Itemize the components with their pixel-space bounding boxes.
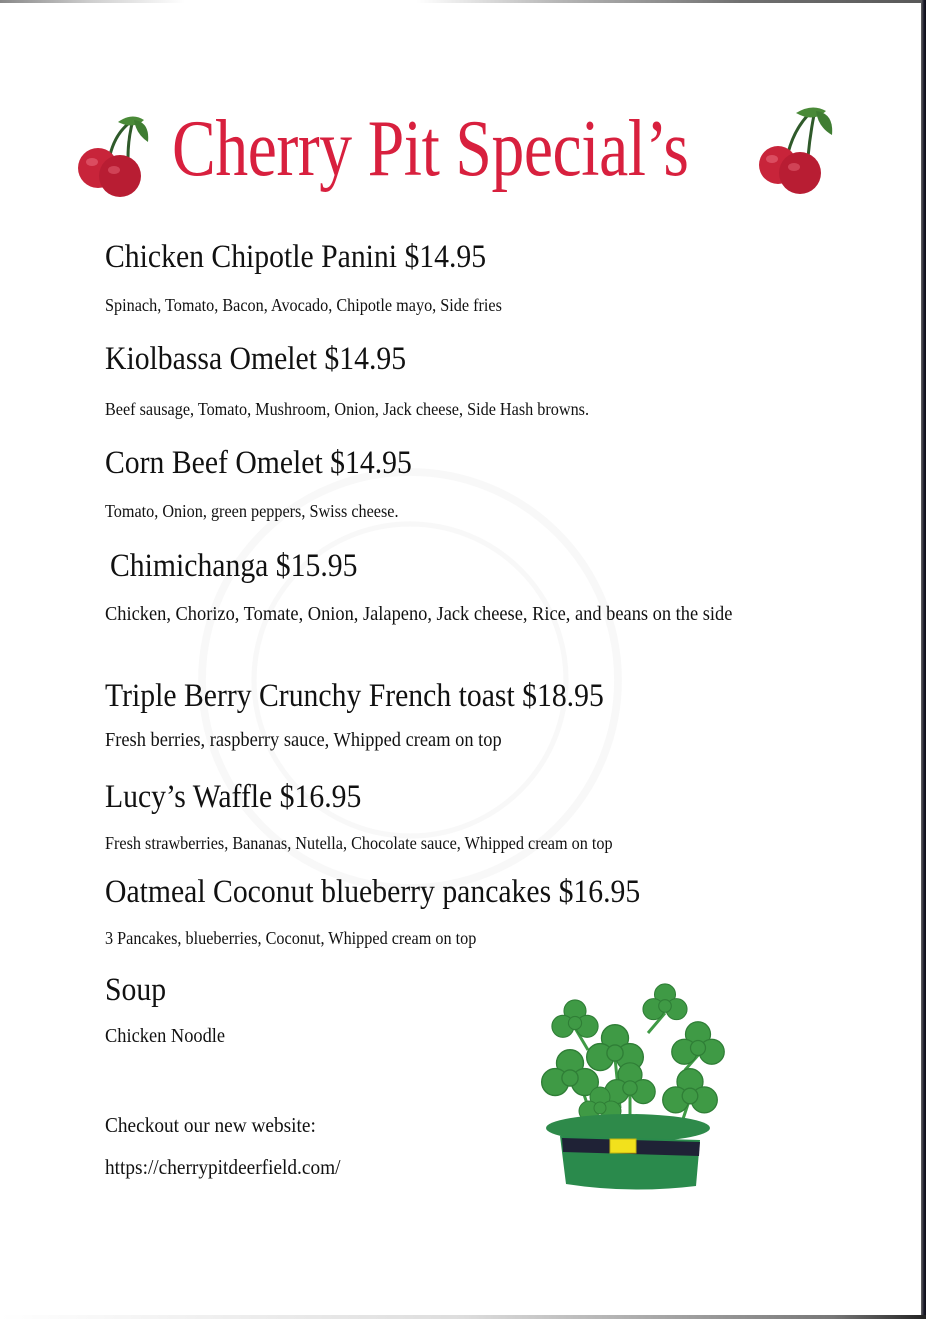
menu-item-title: Triple Berry Crunchy French toast $18.95 <box>105 678 604 714</box>
menu-item-title: Chimichanga $15.95 <box>110 548 358 584</box>
menu-item-title: Chicken Chipotle Panini $14.95 <box>105 239 487 275</box>
menu-item-description: Tomato, Onion, green peppers, Swiss cheese. <box>105 501 399 521</box>
menu-item-description: Fresh berries, raspberry sauce, Whipped cream on top <box>105 729 502 751</box>
page-edge-top <box>0 0 926 3</box>
page-edge-bottom <box>0 1315 926 1319</box>
menu-item-title: Kiolbassa Omelet $14.95 <box>105 341 407 377</box>
menu-item-description: Chicken Noodle <box>105 1025 226 1047</box>
page-title: Cherry Pit Special’s <box>172 105 689 193</box>
menu-item <box>105 444 805 525</box>
menu-item-description-block <box>105 601 805 628</box>
menu-item-title: Lucy’s Waffle $16.95 <box>105 779 362 815</box>
menu-item-description: Chicken, Chorizo, Tomate, Onion, Jalapeno, Jack cheese, Rice, and beans on the side <box>105 603 733 625</box>
menu-item-title: Soup <box>105 972 167 1008</box>
shamrock-leprechaun-hat-icon <box>530 978 740 1198</box>
menu-item-description: Fresh strawberries, Bananas, Nutella, Chocolate sauce, Whipped cream on top <box>105 833 613 853</box>
menu-item <box>105 238 805 319</box>
menu-item <box>105 873 805 952</box>
menu-item <box>105 677 805 754</box>
menu-item-title: Corn Beef Omelet $14.95 <box>105 445 412 481</box>
website-link[interactable]: https://cherrypitdeerfield.com/ <box>105 1155 341 1179</box>
menu-item <box>110 547 385 585</box>
menu-item-description: Beef sausage, Tomato, Mushroom, Onion, Jack cheese, Side Hash browns. <box>105 399 590 419</box>
cherry-icon <box>756 105 836 195</box>
menu-item <box>105 778 805 857</box>
menu-item <box>105 340 805 423</box>
menu-item-description: 3 Pancakes, blueberries, Coconut, Whipped cream on top <box>105 928 477 948</box>
menu-item-description: Spinach, Tomato, Bacon, Avocado, Chipotle mayo, Side fries <box>105 295 502 315</box>
menu-header <box>0 100 926 210</box>
menu-item-title: Oatmeal Coconut blueberry pancakes $16.95 <box>105 874 641 910</box>
website-prompt: Checkout our new website: <box>105 1113 316 1137</box>
cherry-icon <box>70 110 150 200</box>
